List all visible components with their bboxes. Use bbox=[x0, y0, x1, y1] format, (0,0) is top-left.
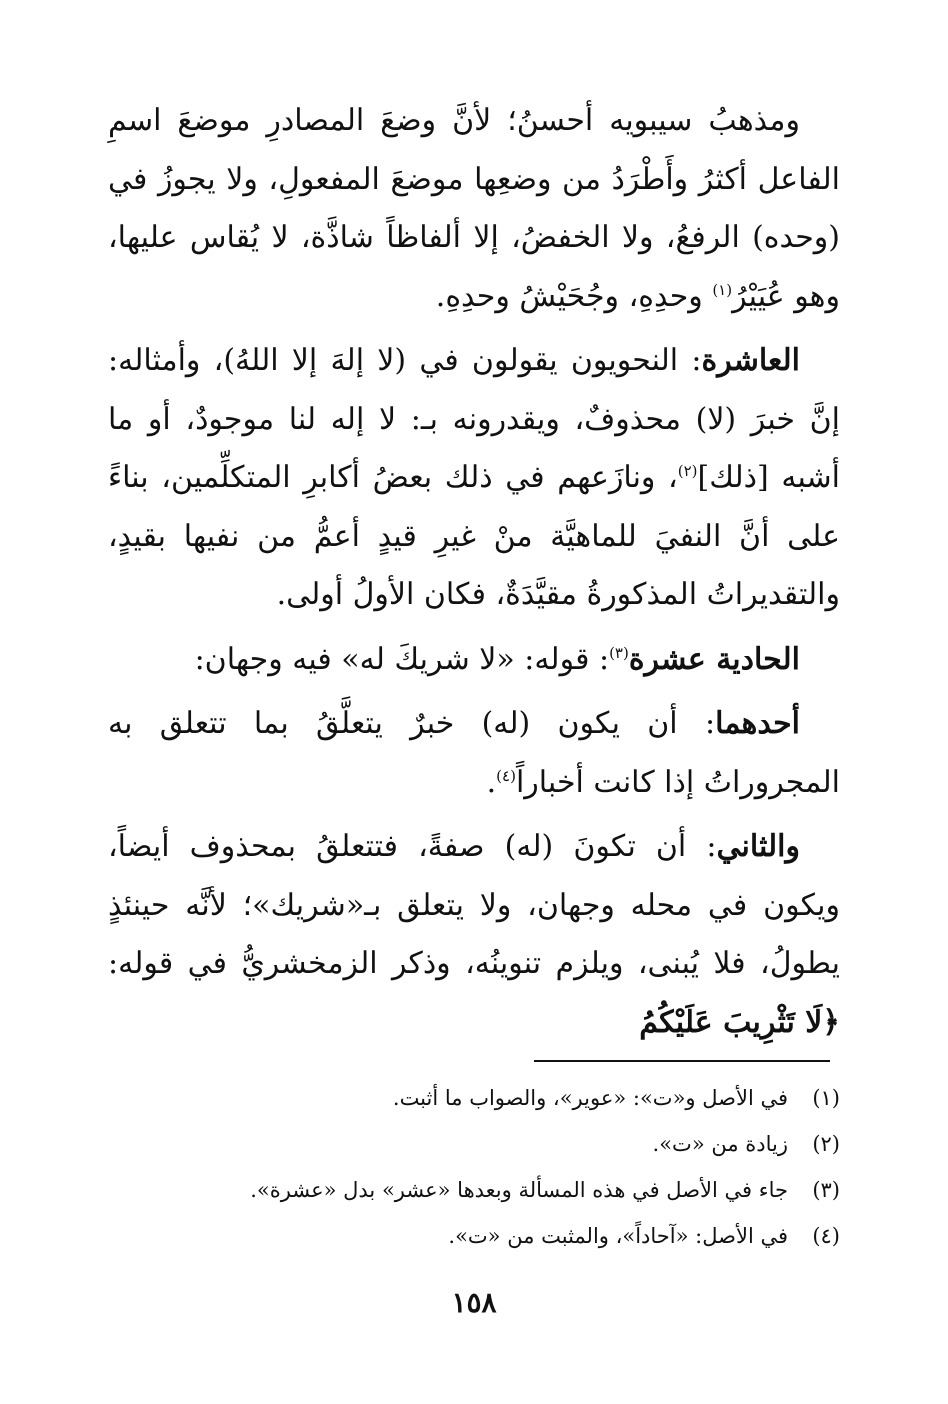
main-text bbox=[108, 92, 840, 1058]
paragraph-text-tail: وحدِهِ، وجُحَيْشُ وحدِهِ. bbox=[435, 278, 713, 314]
paragraph-text: : قوله: «لا شريكَ له» فيه وجهان: bbox=[194, 641, 610, 677]
paragraph-lead: الحادية عشرة bbox=[628, 641, 800, 677]
footnote-number: (٤) bbox=[812, 1224, 840, 1248]
paragraph-4 bbox=[108, 695, 840, 812]
footnote-number: (٣) bbox=[812, 1178, 840, 1202]
paragraph-lead: والثاني bbox=[716, 829, 800, 864]
footnote-text: في الأصل: «آحاداً»، والمثبت من «ت». bbox=[448, 1224, 788, 1248]
paragraph-text: : أن يكون (له) خبرٌ يتعلَّقُ بما تتعلق به المجروراتُ إذا كانت أخباراً bbox=[108, 706, 840, 800]
paragraph-text-tail: . bbox=[486, 764, 497, 800]
footnote-text: في الأصل و«ت»: «عوير»، والصواب ما أثبت. bbox=[392, 1086, 788, 1110]
paragraph-3 bbox=[108, 631, 840, 690]
paragraph-lead: العاشرة bbox=[701, 343, 800, 378]
footnote-text: زيادة من «ت». bbox=[652, 1132, 788, 1156]
footnote-number: (٢) bbox=[812, 1132, 840, 1156]
footnote-4 bbox=[108, 1213, 840, 1259]
quran-quote: ﴿لَا تَثْرِيبَ عَلَيْكُمُ bbox=[639, 1004, 840, 1040]
paragraph-1 bbox=[108, 92, 840, 326]
footnote-text: جاء في الأصل في هذه المسألة وبعدها «عشر» بدل «عشرة». bbox=[250, 1178, 788, 1202]
footnote-ref-4[interactable]: (٤) bbox=[496, 766, 516, 785]
paragraph-text: ومذهبُ سيبويه أحسنُ؛ لأنَّ وضعَ المصادرِ موضعَ اسمِ الفاعل أكثرُ وأَطْرَدُ من وضعِها موضعَ المفعولِ، ولا يجوزُ في (وحده) الرفعُ، ولا الخفضُ، إلا ألفاظاً شاذَّة، لا يُقاس عليها، وهو عُيَيْرُ bbox=[108, 103, 840, 314]
footnote-1 bbox=[108, 1075, 840, 1121]
footnote-divider bbox=[534, 1060, 830, 1062]
footnote-ref-1[interactable]: (١) bbox=[712, 280, 733, 299]
footnotes bbox=[108, 1075, 840, 1259]
footnote-ref-3[interactable]: (٣) bbox=[609, 643, 629, 662]
paragraph-lead: أحدهما bbox=[715, 706, 800, 741]
footnote-3 bbox=[108, 1167, 840, 1213]
paragraph-5 bbox=[108, 818, 840, 1052]
paragraph-2 bbox=[108, 332, 840, 625]
footnote-2 bbox=[108, 1121, 840, 1167]
page-number: ١٥٨ bbox=[451, 1286, 497, 1319]
paragraph-text-tail: ، ونازَعهم في ذلك بعضُ أكابرِ المتكلِّمين، بناءً على أنَّ النفيَ للماهيَّة منْ غيرِ قيدٍ أعمُّ من نفيها بقيدٍ، والتقديراتُ المذكورةُ مقيَّدَةٌ، فكان الأولُ أولى. bbox=[108, 460, 840, 612]
footnote-number: (١) bbox=[812, 1086, 840, 1110]
paragraph-text: : النحويون يقولون في (لا إلهَ إلا اللهُ)، وأمثاله: إنَّ خبرَ (لا) محذوفٌ، ويقدرونه بـ: لا إله لنا موجودٌ، أو ما أشبه [ذلك] bbox=[108, 343, 840, 495]
paragraph-text: : أن تكونَ (له) صفةً، فتتعلقُ بمحذوف أيضاً، ويكون في محله وجهان، ولا يتعلق بـ«شريك»؛ لأنَّه حينئذٍ يطولُ، فلا يُبنى، ويلزم تنوينُه، وذكر الزمخشريُّ في قوله: bbox=[108, 829, 840, 981]
footnote-ref-2[interactable]: (٢) bbox=[677, 462, 698, 480]
